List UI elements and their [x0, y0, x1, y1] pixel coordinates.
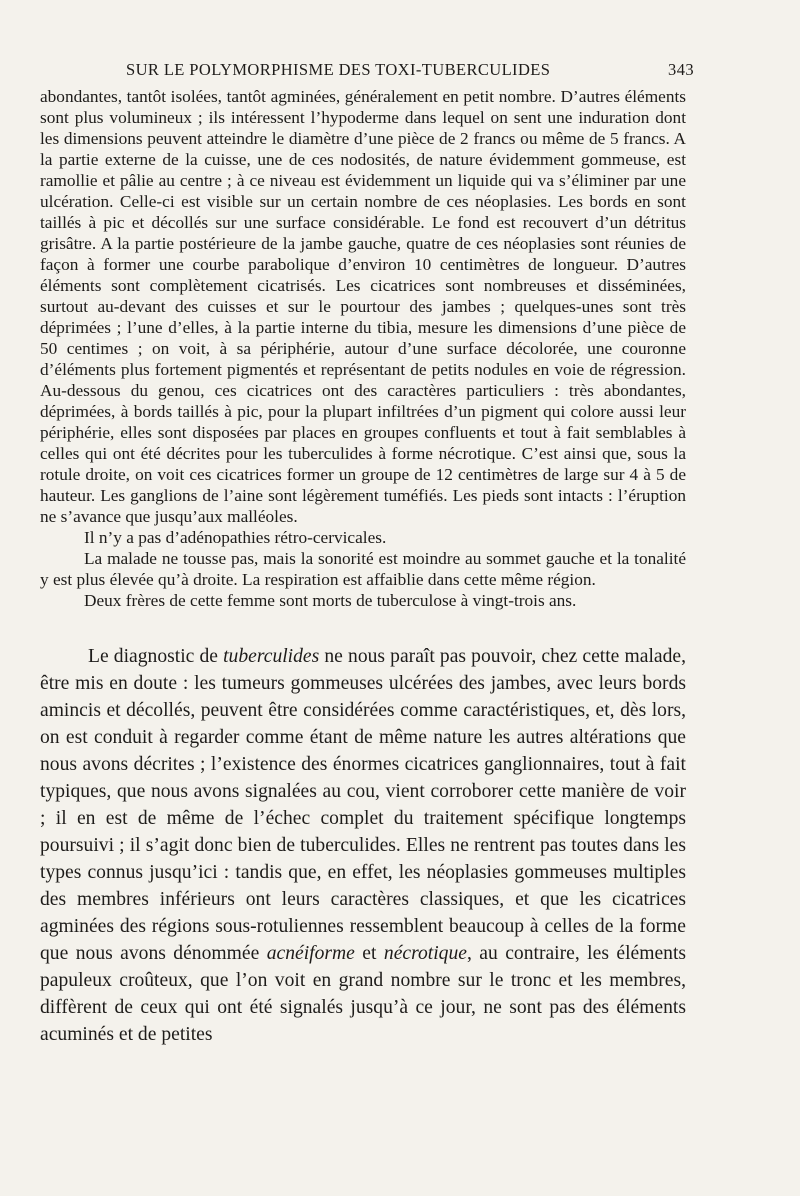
case-report-section	[40, 86, 686, 611]
emphasis-acneiforme: acnéiforme	[266, 943, 355, 964]
discussion-section	[40, 643, 686, 1048]
case-paragraph-respiration: La malade ne tousse pas, mais la sonorité est moindre au sommet gauche et la tonalité y est plus élevée qu’à droite. La respiration est affaiblie dans cette même région.	[40, 549, 686, 589]
emphasis-tuberculides: tuberculides	[223, 646, 320, 667]
emphasis-necrotique: nécrotique	[383, 943, 467, 964]
case-paragraph-family: Deux frères de cette femme sont morts de tuberculose à vingt-trois ans.	[84, 591, 577, 610]
text-run: , au contraire, les éléments papuleux croûteux, que l’on voit en grand nombre sur le tronc et les membres, diffèrent de ceux qui ont été signalés jusqu’à ce jour, ne sont pas des éléments acuminés et de petites	[40, 943, 687, 1045]
case-paragraph-continued: abondantes, tantôt isolées, tantôt agminées, généralement en petit nombre. D’autres éléments sont plus volumineux ; ils intéressent l’hypoderme dans lequel on sent une induration dont les dimensions peuvent atteindre le diamètre d’une pièce de 2 francs ou même de 5 francs. A la partie externe de la cuisse, une de ces nodosités, de nature évidemment gommeuse, est ramollie et pâlie au centre ; à ce niveau est évidemment un liquide qui va s’éliminer par une ulcération. Celle-ci est visible sur un certain nombre de ces néoplasies. Les bords en sont taillés à pic et décollés sur une surface considérable. Le fond est recouvert d’un détritus grisâtre. A la partie postérieure de la jambe gauche, quatre de ces néoplasies sont réunies de façon à former une courbe parabolique d’environ 10 centimètres de longueur. D’autres éléments sont complètement cicatrisés. Les cicatrices sont nombreuses et disséminées, surtout au-devant des cuisses et sur le pourtour des jambes ; quelques-unes sont très déprimées ; l’une d’elles, à la partie interne du tibia, mesure les dimensions d’une pièce de 50 centimes ; on voit, à sa périphérie, autour d’une surface décolorée, une couronne d’éléments plus fortement pigmentés et représentant de petits nodules en voie de régression. Au-dessous du genou, ces cicatrices ont des caractères particuliers : très abondantes, déprimées, à bords taillés à pic, pour la plupart infiltrées d’un pigment qui colore aussi leur périphérie, elles sont disposées par places en groupes confluents et tout à fait semblables à celles qui ont été décrites pour les tuberculides à forme nécrotique. C’est ainsi que, sous la rotule droite, on voit ces cicatrices former un groupe de 12 centimètres de large sur 4 à 5 de hauteur. Les ganglions de l’aine sont légèrement tuméfiés. Les pieds sont intacts : l’éruption ne s’avance que jusqu’aux malléoles.	[40, 87, 686, 526]
running-title: SUR LE POLYMORPHISME DES TOXI-TUBERCULIDES	[126, 60, 551, 79]
text-run: ne nous paraît pas pouvoir, chez cette malade, être mis en doute : les tumeurs gommeuses ulcérées des jambes, avec leurs bords amincis et décollés, peuvent être considérées comme caractéristiques, et, dès lors, on est conduit à regarder comme étant de même nature les autres altérations que nous avons décrites ; l’existence des énormes cicatrices ganglionnaires, tout à fait typiques, que nous avons signalées au cou, vient corroborer cette manière de voir ; il en est de même de l’échec complet du traitement spécifique longtemps poursuivi ; il s’agit donc bien de tuberculides. Elles ne rentrent pas toutes dans les types connus jusqu’ici : tandis que, en effet, les néoplasies gommeuses multiples des membres inférieurs ont leurs caractères classiques, et que les cicatrices agminées des régions sous-rotuliennes ressemblent beaucoup à celles de la forme que nous avons dénommée	[40, 646, 686, 964]
diagnosis-paragraph	[40, 643, 686, 1048]
page-number: 343	[668, 60, 694, 79]
book-page	[40, 56, 694, 1048]
text-run: Le diagnostic de	[88, 646, 224, 667]
running-header	[40, 56, 694, 86]
text-run: et	[354, 943, 384, 964]
case-paragraph-adenopathies: Il n’y a pas d’adénopathies rétro-cervicales.	[84, 528, 387, 547]
